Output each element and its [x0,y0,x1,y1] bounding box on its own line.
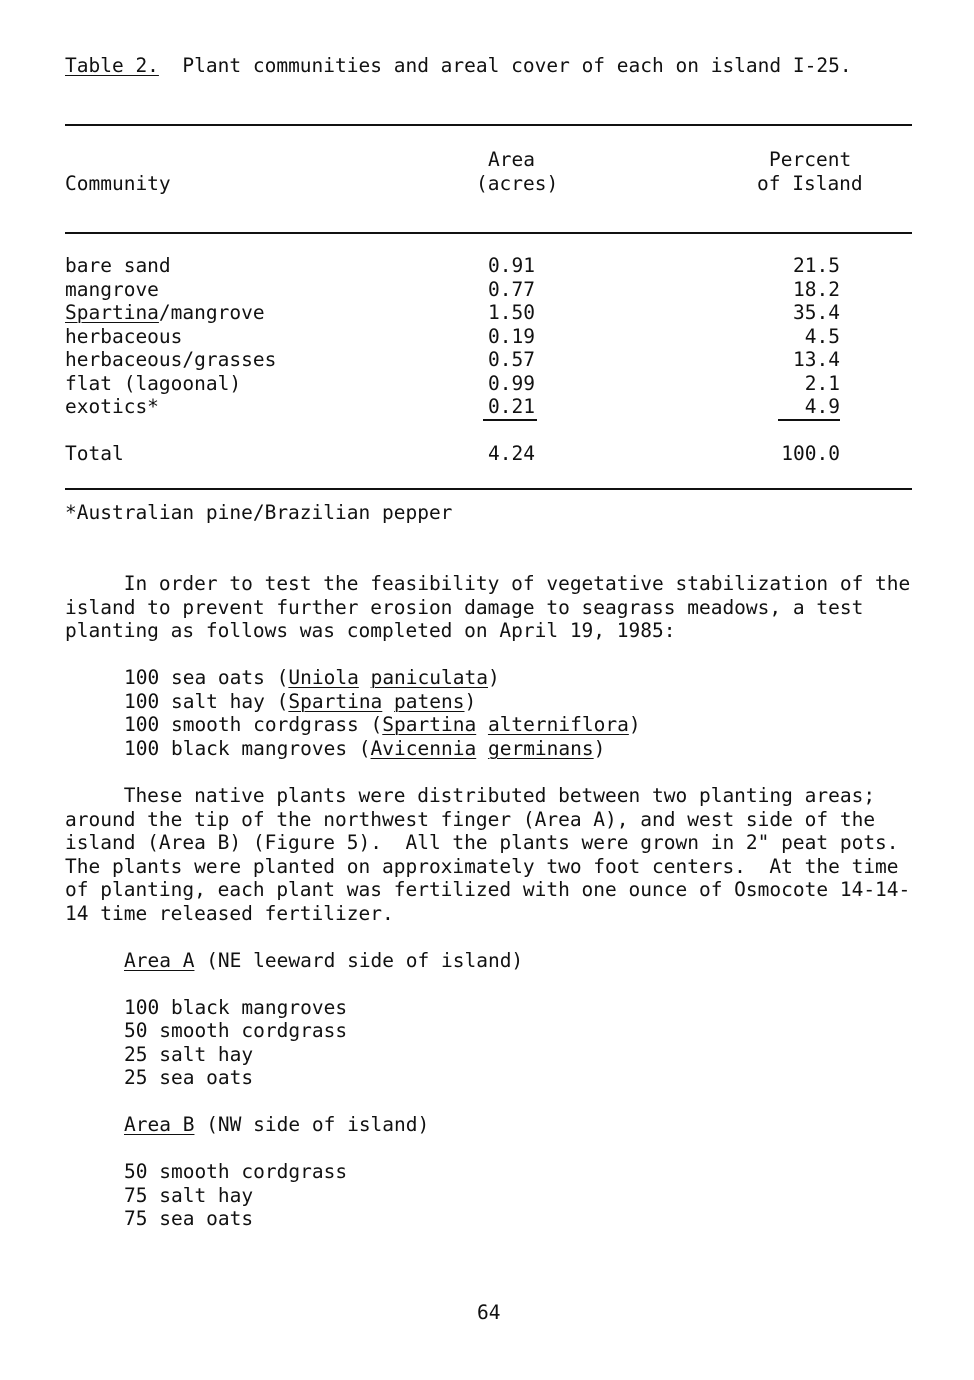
row-community: exotics* [65,395,159,418]
paragraph-line: island to prevent further erosion damage to seagrass meadows, a test [65,596,864,619]
paragraph-line: planting as follows was completed on April 19, 1985: [65,619,676,642]
row-community: herbaceous/grasses [65,348,277,371]
row-community: bare sand [65,254,171,277]
row-area: 0.77 [488,278,535,301]
planting-item-genus: Avicennia [370,737,477,760]
area-a-item: 25 sea oats [124,1066,254,1089]
area-a-item: 50 smooth cordgrass [124,1019,348,1042]
area-a-item: 100 black mangroves [124,996,348,1019]
paragraph-line: These native plants were distributed between two planting areas; [65,784,876,807]
total-percent: 100.0 [781,442,840,465]
planting-item-prefix: 100 sea oats ( [124,666,289,689]
planting-item [124,668,500,688]
planting-item-suffix: ) [628,713,641,736]
row-area: 0.99 [488,372,535,395]
area-b-subtitle: (NW side of island) [194,1113,430,1136]
table-caption [65,56,852,76]
header-percent-line1: Percent [769,148,852,171]
table-caption-label: Table 2. [65,54,159,77]
planting-item-prefix: 100 smooth cordgrass ( [124,713,383,736]
row-community: herbaceous [65,325,183,348]
area-b-title: Area B [124,1113,195,1136]
area-b-item: 75 sea oats [124,1207,254,1230]
row-percent: 13.4 [793,348,840,371]
row-area: 0.57 [488,348,535,371]
header-percent-line2: of Island [757,172,863,195]
row-percent: 2.1 [804,372,840,395]
area-a-item: 25 salt hay [124,1043,254,1066]
area-sum-rule [483,419,537,421]
row-percent: 18.2 [793,278,840,301]
row-area: 0.21 [488,395,535,418]
total-label: Total [65,442,124,465]
planting-item-species: paniculata [370,666,488,689]
planting-item-prefix: 100 black mangroves ( [124,737,371,760]
planting-item-genus: Uniola [288,666,359,689]
paragraph-line: of planting, each plant was fertilized with one ounce of Osmocote 14-14- [65,878,911,901]
table-footnote: *Australian pine/Brazilian pepper [65,501,453,524]
header-area-line2: (acres) [476,172,559,195]
header-area-line1: Area [488,148,535,171]
row-area: 1.50 [488,301,535,324]
row-community [65,303,265,323]
paragraph-line: The plants were planted on approximately two foot centers. At the time [65,855,899,878]
planting-item-genus: Spartina [382,713,477,736]
planting-item [124,715,641,735]
row-community-rest: /mangrove [158,301,265,324]
row-percent: 21.5 [793,254,840,277]
area-b-item: 75 salt hay [124,1184,254,1207]
table-caption-text: Plant communities and areal cover of each on island I-25. [182,54,852,77]
row-area: 0.91 [488,254,535,277]
paragraph-line: around the tip of the northwest finger (Area A), and west side of the [65,808,876,831]
planting-item-species: germinans [487,737,594,760]
area-b-heading [124,1115,429,1135]
row-percent: 35.4 [793,301,840,324]
planting-item-species: patens [394,690,465,713]
paragraph-line: 14 time released fertilizer. [65,902,394,925]
planting-item [124,692,476,712]
planting-item-suffix: ) [593,737,606,760]
planting-item [124,739,605,759]
area-a-heading [124,951,523,971]
area-b-item: 50 smooth cordgrass [124,1160,348,1183]
area-a-subtitle: (NE leeward side of island) [194,949,524,972]
row-area: 0.19 [488,325,535,348]
total-area: 4.24 [488,442,535,465]
row-community: mangrove [65,278,159,301]
table-bottom-rule [65,488,912,490]
area-a-title: Area A [124,949,195,972]
planting-item-suffix: ) [487,666,500,689]
table-top-rule [65,124,912,126]
percent-sum-rule [778,419,840,421]
paragraph-line: In order to test the feasibility of vegetative stabilization of the [65,572,911,595]
planting-item-prefix: 100 salt hay ( [124,690,289,713]
planting-item-species: alterniflora [487,713,629,736]
table-header-rule [65,232,912,234]
header-community: Community [65,172,171,195]
page-number: 64 [477,1301,501,1324]
planting-item-suffix: ) [464,690,477,713]
row-percent: 4.5 [804,325,840,348]
row-percent: 4.9 [804,395,840,418]
planting-item-genus: Spartina [288,690,383,713]
row-community: flat (lagoonal) [65,372,242,395]
row-community-genus: Spartina [65,301,159,324]
paragraph-line: island (Area B) (Figure 5). All the plants were grown in 2" peat pots. [65,831,899,854]
